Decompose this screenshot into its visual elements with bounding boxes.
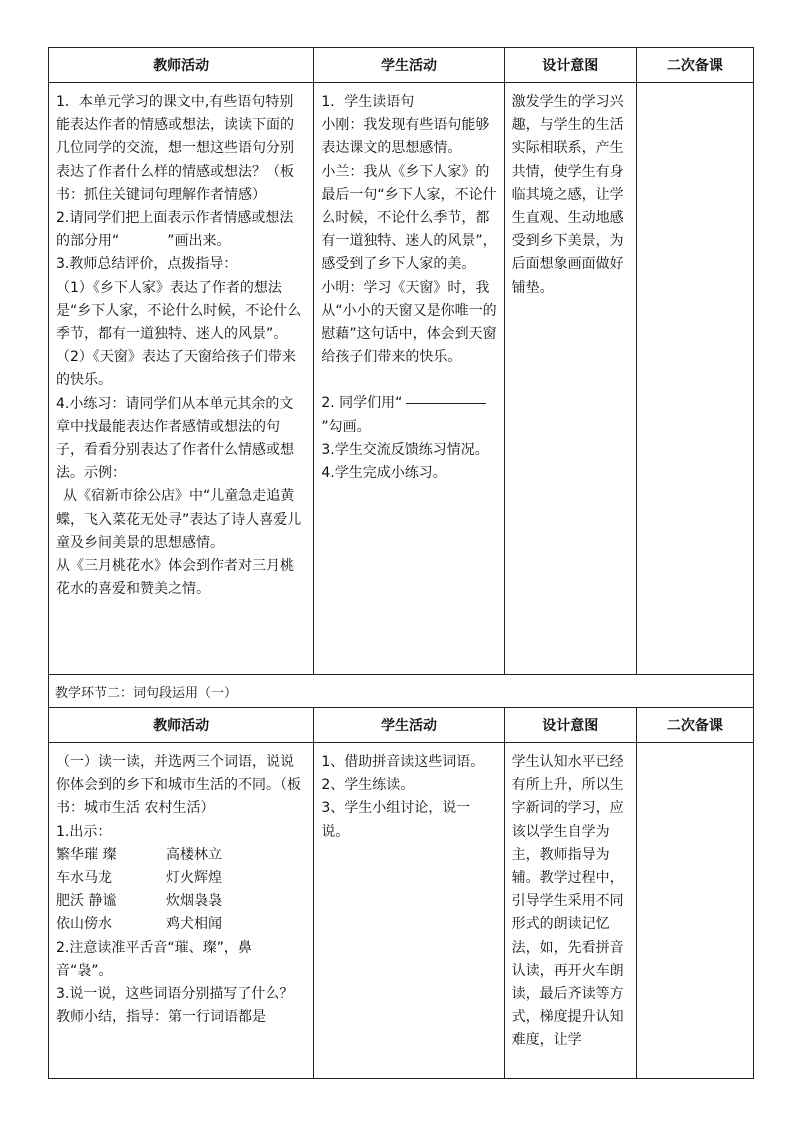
header-student: 学生活动	[314, 708, 504, 743]
word-list	[56, 844, 306, 937]
teacher-text: （一）读一读，并选两三个词语，说说你体会到的乡下和城市生活的不同。（板书：城市生活 农村生活）	[56, 754, 301, 817]
student-text: ”勾画。	[321, 418, 371, 435]
word-row: 肥沃 静谧 炊烟袅袅	[56, 893, 222, 910]
design-intent-cell-2	[504, 743, 636, 1079]
header-student: 学生活动	[314, 48, 504, 83]
student-text: 小明：学习《天窗》时，我从“小小的天窗又是你唯一的慰藉”这句话中，体会到天窗给孩子们带来的快乐。	[321, 279, 497, 366]
section-row	[49, 675, 754, 708]
word-row: 车水马龙 灯火辉煌	[56, 870, 222, 887]
design-intent-cell-1	[504, 83, 636, 675]
second-prep-cell-2	[636, 743, 753, 1079]
teacher-text: 教师小结，指导：第一行词语都是	[56, 1009, 266, 1026]
section-title: 教学环节二：词句段运用（一）	[49, 675, 754, 708]
student-text: 1．学生读语句	[321, 94, 415, 110]
student-text: 1、借助拼音读这些词语。	[321, 754, 485, 770]
content-row-1	[49, 83, 754, 675]
header-intent: 设计意图	[504, 48, 636, 83]
teacher-text: （1）《乡下人家》表达了作者的想法是“乡下人家，不论什么时候，不论什么季节，都有一道独特、迷人的风景”。	[56, 279, 302, 343]
content-row-2	[49, 743, 754, 1079]
teacher-activity-cell-2	[49, 743, 314, 1079]
student-text: 小兰：我从《乡下人家》的最后一句“乡下人家，不论什么时候，不论什么季节，都有一道独特、迷人的风景”，感受到了乡下人家的美。	[321, 163, 497, 273]
header-row-1	[49, 48, 754, 83]
teacher-text: 3.教师总结评价，点拨指导：	[56, 256, 238, 273]
teacher-text: 1．本单元学习的课文中,有些语句特别能表达作者的情感或想法，读读下面的几位同学的交流，想一想这些语句分别表达了作者什么样的情感或想法？（板书：抓住关键词句理解作者情感）	[56, 94, 294, 203]
student-text: 3、学生小组讨论，说一说。	[321, 800, 471, 840]
lesson-plan-table	[48, 47, 754, 1079]
header-row-2	[49, 708, 754, 743]
student-activity-cell-2	[314, 743, 504, 1079]
student-text: 3.学生交流反馈练习情况。	[321, 441, 489, 458]
intent-text: 学生认知水平已经有所上升，所以生字新词的学习，应该以学生自学为主，教师指导为辅。教学过程中，引导学生采用不同形式的朗读记忆法，如，先看拼音认读，再开火车朗读，最后齐读等方式，梯度提升认知难度，让学	[511, 754, 624, 1049]
teacher-activity-cell-1	[49, 83, 314, 675]
student-text: 2、学生练读。	[321, 777, 415, 794]
teacher-text: 1.出示：	[56, 823, 112, 840]
teacher-text: （2）《天窗》表达了天窗给孩子们带来的快乐。	[56, 349, 296, 389]
word-row: 繁华璀 璨 高楼林立	[56, 846, 222, 863]
header-intent: 设计意图	[504, 708, 636, 743]
second-prep-cell-1	[636, 83, 753, 675]
teacher-text: 3.说一说，这些词语分别描写了什么？	[56, 986, 294, 1003]
student-text: 4.学生完成小练习。	[321, 465, 447, 482]
teacher-text: 4.小练习：请同学们从本单元其余的文章中找最能表达作者感情或想法的句子，看看分别表达了作者什么情感或想法。示例：	[56, 395, 294, 482]
teacher-text: 2.注意读准平舌音“璀、璨”，鼻音“袅”。	[56, 939, 252, 979]
teacher-text: 从《三月桃花水》体会到作者对三月桃花水的喜爱和赞美之情。	[56, 558, 294, 598]
intent-text: 激发学生的学习兴趣，与学生的生活实际相联系，产生共情，使学生有身临其境之感，让学生直观、生动地感受到乡下美景，为后面想象画面做好铺垫。	[511, 94, 624, 296]
header-second: 二次备课	[636, 708, 753, 743]
teacher-text: 2.请同学们把上面表示作者情感或想法的部分用“ ”画出来。	[56, 210, 294, 250]
header-second: 二次备课	[636, 48, 753, 83]
teacher-text: 从《宿新市徐公店》中“儿童急走追黄蝶，飞入菜花无处寻”表达了诗人喜爱儿童及乡间美景的思想感情。	[56, 488, 302, 551]
student-activity-cell-1	[314, 83, 504, 675]
header-teacher: 教师活动	[49, 48, 314, 83]
student-text: 小刚：我发现有些语句能够表达课文的思想感情。	[321, 117, 490, 157]
header-teacher: 教师活动	[49, 708, 314, 743]
word-row: 依山傍水 鸡犬相闻	[56, 916, 222, 933]
lesson-plan-page	[48, 47, 754, 1079]
student-text: 2. 同学们用“	[321, 392, 496, 415]
